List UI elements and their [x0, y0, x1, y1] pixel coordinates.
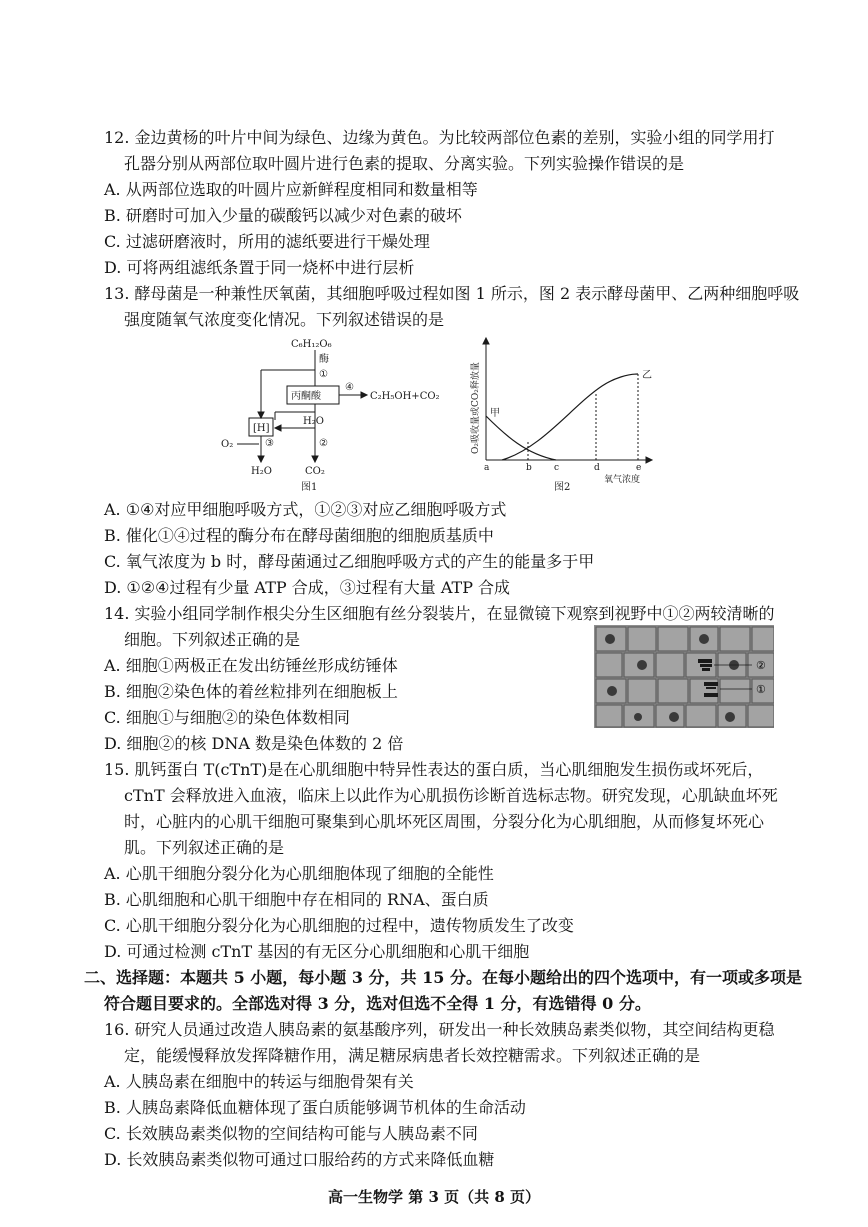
pyruvate-label: 丙酮酸 [291, 391, 321, 402]
oxygen-label: O₂ [221, 439, 234, 450]
q15-option-c: C. 心肌干细胞分裂分化为心肌细胞的过程中，遗传物质发生了改变 [104, 916, 574, 935]
page-footer: 高一生物学 第 3 页（共 8 页） [328, 1188, 540, 1206]
micrograph-label-2: ② [756, 659, 766, 672]
q12-option-a: A. 从两部位选取的叶圆片应新鲜程度相同和数量相等 [104, 180, 478, 199]
tick-a: a [484, 463, 490, 473]
q12-stem-line2: 孔器分别从两部位取叶圆片进行色素的提取、分离实验。下列实验操作错误的是 [124, 154, 685, 173]
step1-label: ① [319, 369, 328, 380]
tick-c: c [554, 463, 560, 473]
q13-stem-line2: 强度随氧气浓度变化情况。下列叙述错误的是 [124, 310, 445, 329]
step3-label: ③ [265, 438, 274, 449]
q13-option-b: B. 催化①④过程的酶分布在酵母菌细胞的细胞质基质中 [104, 526, 494, 545]
micrograph-cells [594, 625, 774, 728]
q14-option-c: C. 细胞①与细胞②的染色体数相同 [104, 708, 350, 727]
q12-option-d: D. 可将两组滤纸条置于同一烧杯中进行层析 [104, 258, 415, 277]
micrograph-image [594, 625, 774, 728]
x-axis-label: 氧气浓度 [604, 475, 641, 485]
q15-stem-line2: cTnT 会释放进入血液，临床上以此作为心肌损伤诊断首选标志物。研究发现，心肌缺血坏死 [124, 786, 778, 805]
q14-stem-line1: 14. 实验小组同学制作根尖分生区细胞有丝分裂装片，在显微镜下观察到视野中①②两较清晰的 [104, 604, 775, 623]
section2-heading-line2: 符合题目要求的。全部选对得 3 分，选对但选不全得 1 分，有选错得 0 分。 [104, 994, 651, 1013]
enzyme-label: 酶 [319, 354, 329, 365]
q16-option-a: A. 人胰岛素在细胞中的转运与细胞骨架有关 [104, 1072, 414, 1091]
figure2-caption: 图2 [554, 482, 571, 493]
water-input-label: H₂O [303, 416, 324, 427]
q15-option-a: A. 心肌干细胞分裂分化为心肌细胞体现了细胞的全能性 [104, 864, 494, 883]
q16-stem-line2: 定，能缓慢释放发挥降糖作用，满足糖尿病患者长效控糖需求。下列叙述正确的是 [124, 1046, 701, 1065]
q16-option-c: C. 长效胰岛素类似物的空间结构可能与人胰岛素不同 [104, 1124, 478, 1143]
q16-option-b: B. 人胰岛素降低血糖体现了蛋白质能够调节机体的生命活动 [104, 1098, 526, 1117]
section2-heading-line1: 二、选择题：本题共 5 小题，每小题 3 分，共 15 分。在每小题给出的四个选项中，有一项或多项是 [84, 968, 802, 987]
q15-stem-line3: 时，心脏内的心肌干细胞可聚集到心肌坏死区周围，分裂分化为心肌细胞，从而修复坏死心 [124, 812, 765, 831]
water-output-label: H₂O [251, 466, 272, 477]
q15-option-d: D. 可通过检测 cTnT 基因的有无区分心肌细胞和心肌干细胞 [104, 942, 530, 961]
q12-option-b: B. 研磨时可加入少量的碳酸钙以减少对色素的破坏 [104, 206, 462, 225]
q15-option-b: B. 心肌细胞和心肌干细胞中存在相同的 RNA、蛋白质 [104, 890, 489, 909]
y-axis-label: O₂吸收量或CO₂释放量 [471, 362, 481, 454]
glucose-label: C₆H₁₂O₆ [291, 339, 332, 350]
q14-option-a: A. 细胞①两极正在发出纺锤丝形成纺锤体 [104, 656, 398, 675]
figure2-respiration-chart [462, 336, 672, 496]
q13-option-c: C. 氧气浓度为 b 时，酵母菌通过乙细胞呼吸方式的产生的能量多于甲 [104, 552, 595, 571]
tick-d: d [594, 463, 600, 473]
q13-option-d: D. ①②④过程有少量 ATP 合成，③过程有大量 ATP 合成 [104, 578, 511, 597]
step2-label: ② [319, 438, 328, 449]
figure1-respiration-diagram [215, 336, 475, 496]
q12-option-c: C. 过滤研磨液时，所用的滤纸要进行干燥处理 [104, 232, 430, 251]
q12-stem-line1: 12. 金边黄杨的叶片中间为绿色、边缘为黄色。为比较两部位色素的差别，实验小组的同学用打 [104, 128, 775, 147]
q14-option-d: D. 细胞②的核 DNA 数是染色体数的 2 倍 [104, 734, 404, 753]
q13-option-a: A. ①④对应甲细胞呼吸方式，①②③对应乙细胞呼吸方式 [104, 500, 507, 519]
micrograph-label-1: ① [756, 683, 766, 696]
figure1-caption: 图1 [301, 482, 318, 493]
q13-stem-line1: 13. 酵母菌是一种兼性厌氧菌，其细胞呼吸过程如图 1 所示，图 2 表示酵母菌甲、乙两种细胞呼吸 [104, 284, 800, 303]
series-yi-label: 乙 [642, 370, 652, 381]
hydrogen-label: [H] [253, 423, 270, 434]
ethanol-label: C₂H₅OH+CO₂ [370, 391, 440, 402]
tick-e: e [636, 463, 642, 473]
q16-option-d: D. 长效胰岛素类似物可通过口服给药的方式来降低血糖 [104, 1150, 495, 1169]
co2-label: CO₂ [305, 466, 325, 477]
q14-stem-line2: 细胞。下列叙述正确的是 [124, 630, 301, 649]
q14-option-b: B. 细胞②染色体的着丝粒排列在细胞板上 [104, 682, 398, 701]
series-jia-label: 甲 [490, 408, 500, 419]
step4-label: ④ [345, 382, 354, 393]
tick-b: b [526, 463, 532, 473]
q16-stem-line1: 16. 研究人员通过改造人胰岛素的氨基酸序列，研发出一种长效胰岛素类似物，其空间结构更稳 [104, 1020, 775, 1039]
q15-stem-line1: 15. 肌钙蛋白 T(cTnT)是在心肌细胞中特异性表达的蛋白质，当心肌细胞发生损伤或坏死后， [104, 760, 764, 779]
q15-stem-line4: 肌。下列叙述正确的是 [124, 838, 285, 857]
